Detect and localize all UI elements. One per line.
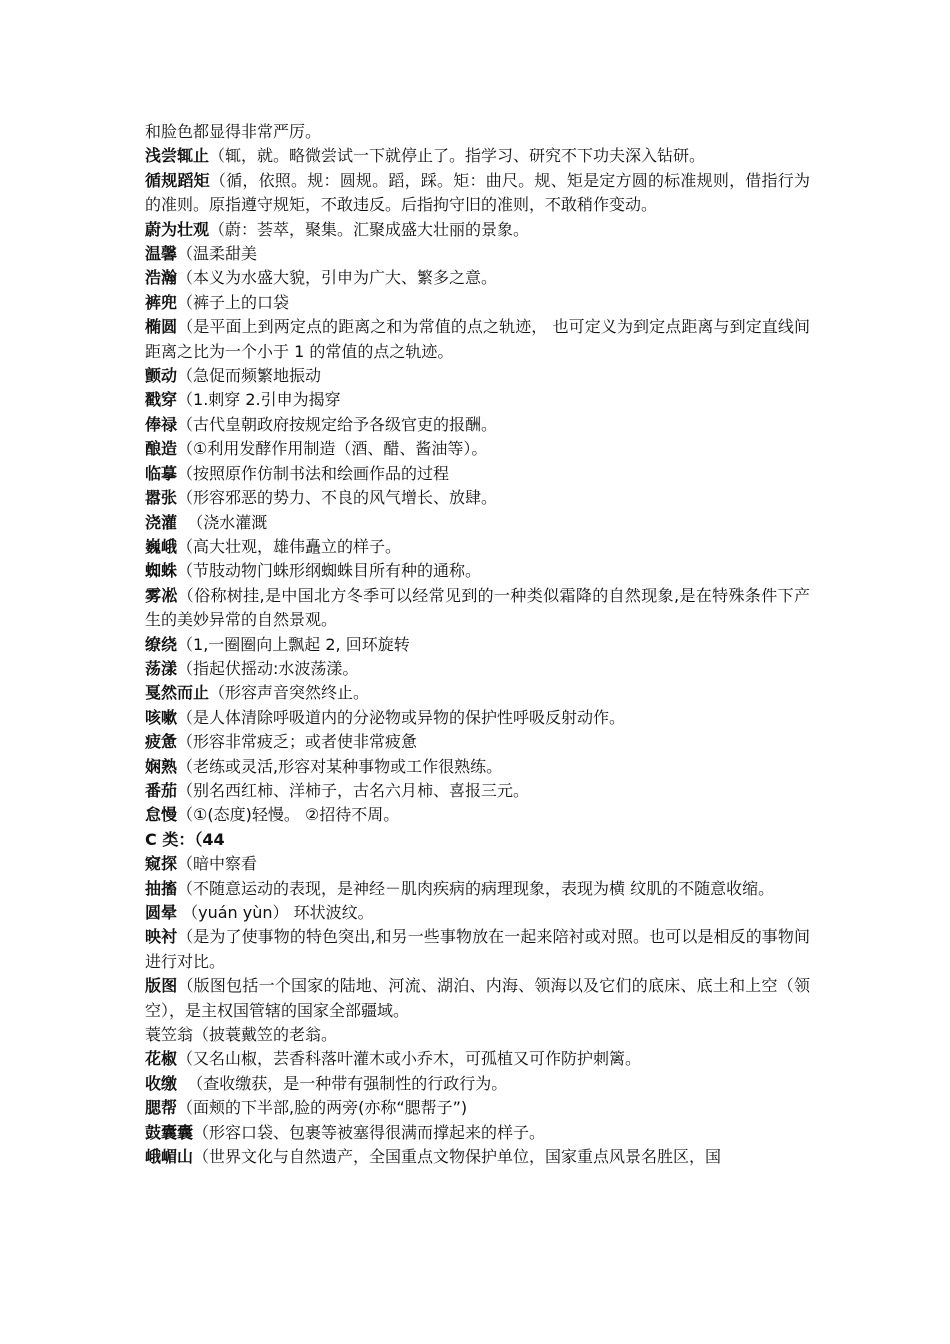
entry-definition: （形容非常疲乏；或者使非常疲惫 <box>177 732 418 752</box>
entry-linmo <box>145 462 810 486</box>
entry-continuation: 和脸色都显得非常严厉。 <box>145 122 322 141</box>
entry-definition: （版图包括一个国家的陆地、河流、湖泊、内海、领海以及它们的底床、底土和上空（领空），是主权国管辖的国家全部疆域。 <box>145 976 810 1020</box>
entry-suoliweng <box>145 1023 810 1047</box>
entry-term: 花椒 <box>145 1049 178 1069</box>
entry-term: 椭圆 <box>145 317 178 337</box>
entry-yingchen <box>145 925 810 974</box>
entry-definition: （面颊的下半部,脸的两旁(亦称“腮帮子”) <box>177 1098 468 1118</box>
entry-definition: （本义为水盛大貌，引申为广大、繁多之意。 <box>177 268 498 288</box>
entry-definition: （急促而频繁地振动 <box>177 366 322 386</box>
entry-definition: （又名山椒，芸香科落叶灌木或小乔木，可孤植又可作防护刺篱。 <box>177 1049 642 1069</box>
entry-term: 戳穿 <box>145 390 178 410</box>
entry-jiaoguan <box>145 511 810 535</box>
entry-liaorao <box>145 633 810 657</box>
glossary-text <box>145 120 810 1169</box>
entry-fenglu <box>145 413 810 437</box>
entry-definition: （蔚：荟萃，聚集。汇聚成盛大壮丽的景象。 <box>209 219 530 239</box>
entry-wusong <box>145 584 810 633</box>
entry-definition: （裤子上的口袋 <box>177 292 290 312</box>
entry-term: 嚣张 <box>145 488 178 508</box>
entry-bantu <box>145 974 810 1023</box>
entry-shoujiao <box>145 1072 810 1096</box>
entry-yuanyun <box>145 901 810 925</box>
entry-term: 娴熟 <box>145 756 178 776</box>
entry-kuitan <box>145 852 810 876</box>
entry-xiaozhang <box>145 486 810 510</box>
entry-chuochuan <box>145 388 810 412</box>
entry-term: 版图 <box>145 976 178 996</box>
entry-jiaran-erzhi <box>145 681 810 705</box>
entry-term: 巍峨 <box>145 536 178 556</box>
entry-definition: （老练或灵活,形容对某种事物或工作很熟练。 <box>177 756 503 776</box>
entry-term: 收缴 <box>145 1073 178 1093</box>
entry-definition: （辄，就。略微尝试一下就停止了。指学习、研究不下功夫深入钻研。 <box>209 146 706 166</box>
entry-definition: （古代皇朝政府按规定给予各级官吏的报酬。 <box>177 414 498 434</box>
entry-kudou <box>145 291 810 315</box>
entry-definition: （高大壮观，雄伟矗立的样子。 <box>177 536 402 556</box>
entry-definition: （节肢动物门蛛形纲蜘蛛目所有种的通称。 <box>177 561 482 581</box>
entry-term: 疲惫 <box>145 732 178 752</box>
entry-term: 裤兜 <box>145 292 178 312</box>
entry-term: 戛然而止 <box>145 683 210 703</box>
entry-term: 抽搐 <box>145 878 178 898</box>
entry-definition: （形容声音突然终止。 <box>209 683 370 703</box>
entry-haohan <box>145 266 810 290</box>
entry-term: 怠慢 <box>145 805 178 825</box>
entry-term: 浇灌 <box>145 512 178 532</box>
entry-definition: （循，依照。规：圆规。蹈，踩。矩：曲尺。规、矩是定方圆的标准规则，借指行为的准则。原指遵守规矩，不敢违反。后指拘守旧的准则，不敢稍作变动。 <box>145 170 810 215</box>
entry-term: 缭绕 <box>145 634 178 654</box>
entry-term: 蜘蛛 <box>145 561 178 581</box>
entry-definition: （不随意运动的表现，是神经－肌肉疾病的病理现象，表现为横 纹肌的不随意收缩。 <box>177 878 775 898</box>
entry-definition: （形容口袋、包裹等被塞得很满而撑起来的样子。 <box>193 1122 546 1142</box>
entry-definition: （是人体清除呼吸道内的分泌物或异物的保护性呼吸反射动作。 <box>177 707 626 727</box>
entry-definition: （查收缴获，是一种带有强制性的行政行为。 <box>177 1073 508 1093</box>
section-heading-c <box>145 828 810 852</box>
entry-huajiao <box>145 1047 810 1071</box>
entry-term: 腮帮 <box>145 1098 178 1118</box>
entry-definition: （形容邪恶的势力、不良的风气增长、放肆。 <box>177 488 498 508</box>
entry-definition: （暗中察看 <box>177 854 258 874</box>
entry-term: 酿造 <box>145 439 178 459</box>
section-title: C 类：（44 <box>145 829 225 849</box>
entry-definition: （浇水灌溉 <box>177 512 268 532</box>
entry-term: 浩瀚 <box>145 268 178 288</box>
entry-term: 峨嵋山 <box>145 1147 194 1167</box>
entry-chouchu <box>145 877 810 901</box>
entry-xianshu <box>145 755 810 779</box>
entry-definition: （温柔甜美 <box>177 244 258 264</box>
entry-pibei <box>145 730 810 754</box>
entry-term: 雾凇 <box>145 585 178 605</box>
entry-definition: （1.刺穿 2.引申为揭穿 <box>177 390 341 410</box>
entry-term: 蔚为壮观 <box>145 219 210 239</box>
entry-definition: （世界文化与自然遗产，全国重点文物保护单位，国家重点风景名胜区，国 <box>193 1147 722 1167</box>
entry-definition: （yuán yùn） 环状波纹。 <box>177 903 374 922</box>
entry-term: 鼓囊囊 <box>145 1122 194 1142</box>
entry-term: 圆晕 <box>145 903 178 922</box>
entry-term: 浅尝辄止 <box>145 146 210 166</box>
entry-niangzao <box>145 437 810 461</box>
entry-emeishan <box>145 1145 810 1169</box>
entry-term: 颤动 <box>145 366 178 386</box>
entry-kesou <box>145 706 810 730</box>
entry-definition: （是平面上到两定点的距离之和为常值的点之轨迹， 也可定义为到定点距离与到定直线间距离之比为一个小于 1 的常值的点之轨迹。 <box>145 317 810 361</box>
entry-wenxin <box>145 242 810 266</box>
entry-term: 咳嗽 <box>145 707 178 727</box>
entry-definition: 蓑笠翁（披蓑戴笠的老翁。 <box>145 1025 338 1045</box>
entry-definition: （是为了使事物的特色突出,和另一些事物放在一起来陪衬或对照。也可以是相反的事物间进行对比。 <box>145 927 810 971</box>
entry-definition: （①(态度)轻慢。 ②招待不周。 <box>177 805 400 825</box>
entry-definition: （1,一圈圈向上飘起 2, 回环旋转 <box>177 634 410 654</box>
entry-term: 温馨 <box>145 244 178 264</box>
entry-term: 循规蹈矩 <box>145 170 210 190</box>
entry-zhizhu <box>145 559 810 583</box>
entry-term: 番茄 <box>145 780 178 800</box>
entry-definition: （指起伏摇动:水波荡漾。 <box>177 658 359 678</box>
entry-term: 临摹 <box>145 463 178 483</box>
entry-definition: （①利用发酵作用制造（酒、醋、酱油等）。 <box>177 439 488 459</box>
entry-weie <box>145 535 810 559</box>
entry-weiwei-zhuangguan <box>145 218 810 242</box>
entry-definition: （别名西红柿、洋柿子，古名六月柿、喜报三元。 <box>177 780 530 800</box>
entry-qianchang-zhezhi <box>145 144 810 168</box>
entry-fanqie <box>145 779 810 803</box>
entry-term: 俸禄 <box>145 414 178 434</box>
entry-gunangnang <box>145 1121 810 1145</box>
entry-definition: （俗称树挂,是中国北方冬季可以经常见到的一种类似霜降的自然现象,是在特殊条件下产生的美妙异常的自然景观。 <box>145 585 810 630</box>
entry-tuoyuan <box>145 315 810 364</box>
entry-definition: （按照原作仿制书法和绘画作品的过程 <box>177 463 450 483</box>
entry-daiman <box>145 803 810 827</box>
entry-term: 荡漾 <box>145 658 178 678</box>
entry-dangyang <box>145 657 810 681</box>
entry-xungui-daoju <box>145 169 810 218</box>
entry-term: 窥探 <box>145 854 178 874</box>
entry-saibang <box>145 1096 810 1120</box>
entry-chandong <box>145 364 810 388</box>
entry-term: 映衬 <box>145 927 178 947</box>
